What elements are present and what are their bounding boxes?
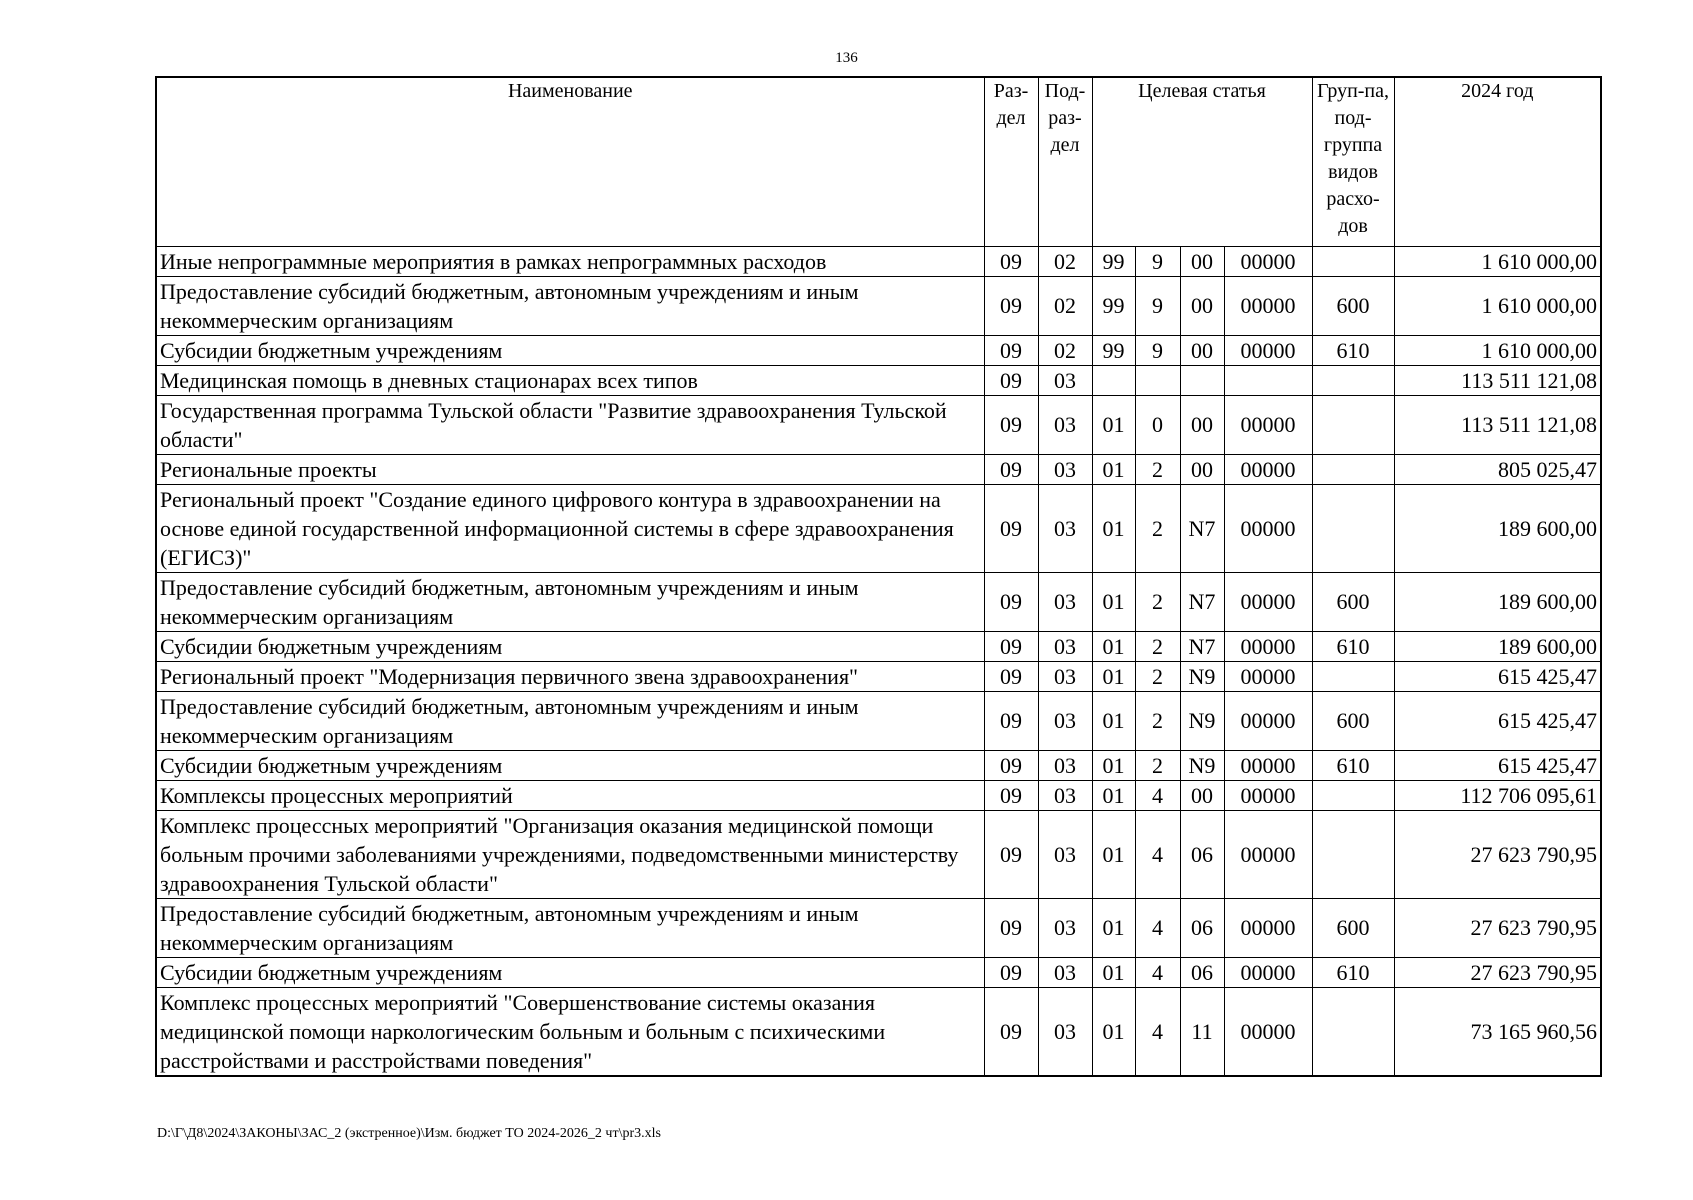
cell-target-direction: 00000: [1224, 661, 1312, 691]
cell-target-event: N9: [1180, 691, 1224, 750]
cell-razdel: 09: [984, 957, 1038, 987]
header-name: Наименование: [156, 77, 984, 246]
cell-target-program: 01: [1092, 572, 1135, 631]
cell-target-event: N9: [1180, 661, 1224, 691]
cell-podrazdel: 03: [1038, 454, 1092, 484]
cell-name: Предоставление субсидий бюджетным, автономным учреждениям и иным некоммерческим организациям: [156, 276, 984, 335]
cell-expense-group: 610: [1312, 335, 1394, 365]
cell-podrazdel: 03: [1038, 780, 1092, 810]
cell-name: Комплексы процессных мероприятий: [156, 780, 984, 810]
cell-amount-2024: 189 600,00: [1394, 572, 1601, 631]
cell-target-direction: 00000: [1224, 335, 1312, 365]
cell-podrazdel: 03: [1038, 987, 1092, 1076]
cell-target-direction: 00000: [1224, 395, 1312, 454]
cell-podrazdel: 02: [1038, 276, 1092, 335]
cell-amount-2024: 189 600,00: [1394, 631, 1601, 661]
cell-razdel: 09: [984, 572, 1038, 631]
cell-podrazdel: 02: [1038, 246, 1092, 276]
table-row: [156, 365, 1601, 395]
cell-target-program: 99: [1092, 335, 1135, 365]
cell-target-program: 01: [1092, 395, 1135, 454]
cell-amount-2024: 27 623 790,95: [1394, 957, 1601, 987]
cell-name: Комплекс процессных мероприятий "Совершенствование системы оказания медицинской помощи наркологическим больным и больным с психическими расстройствами и расстройствами поведения": [156, 987, 984, 1076]
cell-target-program: 01: [1092, 987, 1135, 1076]
cell-amount-2024: 615 425,47: [1394, 691, 1601, 750]
cell-podrazdel: 03: [1038, 691, 1092, 750]
header-target: Целевая статья: [1092, 77, 1312, 246]
cell-target-subprogram: 2: [1135, 661, 1180, 691]
cell-amount-2024: 189 600,00: [1394, 484, 1601, 572]
cell-amount-2024: 1 610 000,00: [1394, 335, 1601, 365]
page-number: 136: [835, 50, 858, 66]
table-row: [156, 484, 1601, 572]
header-group: Груп-па, под-группа видов расхо-дов: [1312, 77, 1394, 246]
cell-target-program: 01: [1092, 691, 1135, 750]
table-row: [156, 987, 1601, 1076]
table-row: [156, 454, 1601, 484]
cell-name: Предоставление субсидий бюджетным, автономным учреждениям и иным некоммерческим организациям: [156, 691, 984, 750]
cell-target-program: 01: [1092, 750, 1135, 780]
cell-target-event: 06: [1180, 898, 1224, 957]
cell-target-direction: 00000: [1224, 957, 1312, 987]
cell-target-subprogram: 4: [1135, 810, 1180, 898]
cell-name: Медицинская помощь в дневных стационарах всех типов: [156, 365, 984, 395]
cell-expense-group: [1312, 780, 1394, 810]
cell-name: Предоставление субсидий бюджетным, автономным учреждениям и иным некоммерческим организациям: [156, 572, 984, 631]
cell-name: Субсидии бюджетным учреждениям: [156, 335, 984, 365]
cell-name: Предоставление субсидий бюджетным, автономным учреждениям и иным некоммерческим организациям: [156, 898, 984, 957]
table-row: [156, 780, 1601, 810]
cell-target-program: 01: [1092, 810, 1135, 898]
cell-target-subprogram: 4: [1135, 957, 1180, 987]
cell-target-direction: [1224, 365, 1312, 395]
cell-razdel: 09: [984, 631, 1038, 661]
cell-podrazdel: 03: [1038, 631, 1092, 661]
cell-razdel: 09: [984, 335, 1038, 365]
cell-expense-group: 600: [1312, 572, 1394, 631]
cell-target-event: 00: [1180, 780, 1224, 810]
cell-target-event: 06: [1180, 957, 1224, 987]
cell-podrazdel: 02: [1038, 335, 1092, 365]
cell-target-subprogram: [1135, 365, 1180, 395]
cell-amount-2024: 1 610 000,00: [1394, 246, 1601, 276]
cell-target-program: 01: [1092, 957, 1135, 987]
cell-target-event: [1180, 365, 1224, 395]
table-body: [156, 246, 1601, 1076]
cell-razdel: 09: [984, 395, 1038, 454]
cell-name: Субсидии бюджетным учреждениям: [156, 750, 984, 780]
cell-target-direction: 00000: [1224, 276, 1312, 335]
table-row: [156, 898, 1601, 957]
header-razdel: Раз-дел: [984, 77, 1038, 246]
cell-target-direction: 00000: [1224, 454, 1312, 484]
cell-target-direction: 00000: [1224, 810, 1312, 898]
cell-expense-group: 610: [1312, 750, 1394, 780]
cell-podrazdel: 03: [1038, 957, 1092, 987]
cell-target-event: 00: [1180, 246, 1224, 276]
cell-name: Региональный проект "Создание единого цифрового контура в здравоохранении на основе единой государственной информационной системы в сфере здравоохранения (ЕГИСЗ)": [156, 484, 984, 572]
cell-target-event: 11: [1180, 987, 1224, 1076]
cell-target-program: 01: [1092, 484, 1135, 572]
cell-amount-2024: 73 165 960,56: [1394, 987, 1601, 1076]
cell-razdel: 09: [984, 691, 1038, 750]
cell-razdel: 09: [984, 454, 1038, 484]
cell-target-subprogram: 4: [1135, 898, 1180, 957]
cell-target-direction: 00000: [1224, 898, 1312, 957]
cell-target-subprogram: 9: [1135, 276, 1180, 335]
cell-target-program: 01: [1092, 631, 1135, 661]
table-row: [156, 691, 1601, 750]
cell-amount-2024: 615 425,47: [1394, 750, 1601, 780]
cell-target-program: 01: [1092, 661, 1135, 691]
cell-target-program: [1092, 365, 1135, 395]
cell-razdel: 09: [984, 365, 1038, 395]
cell-razdel: 09: [984, 750, 1038, 780]
cell-expense-group: [1312, 246, 1394, 276]
cell-razdel: 09: [984, 276, 1038, 335]
table-row: [156, 661, 1601, 691]
cell-target-direction: 00000: [1224, 691, 1312, 750]
cell-expense-group: 600: [1312, 898, 1394, 957]
cell-target-program: 01: [1092, 454, 1135, 484]
cell-podrazdel: 03: [1038, 898, 1092, 957]
cell-target-program: 01: [1092, 898, 1135, 957]
cell-razdel: 09: [984, 898, 1038, 957]
cell-target-subprogram: 2: [1135, 631, 1180, 661]
cell-target-event: N7: [1180, 484, 1224, 572]
cell-expense-group: [1312, 454, 1394, 484]
table-row: [156, 810, 1601, 898]
cell-name: Региональный проект "Модернизация первичного звена здравоохранения": [156, 661, 984, 691]
cell-amount-2024: 615 425,47: [1394, 661, 1601, 691]
cell-expense-group: [1312, 395, 1394, 454]
cell-podrazdel: 03: [1038, 572, 1092, 631]
cell-podrazdel: 03: [1038, 484, 1092, 572]
table-row: [156, 572, 1601, 631]
cell-amount-2024: 27 623 790,95: [1394, 898, 1601, 957]
table-row: [156, 276, 1601, 335]
table-row: [156, 631, 1601, 661]
table-row: [156, 335, 1601, 365]
file-path-footer: D:\Г\Д8\2024\ЗАКОНЫ\ЗАС_2 (экстренное)\Изм. бюджет ТО 2024-2026_2 чт\pr3.xls: [157, 1126, 661, 1141]
cell-expense-group: [1312, 661, 1394, 691]
cell-target-direction: 00000: [1224, 484, 1312, 572]
cell-target-direction: 00000: [1224, 780, 1312, 810]
table-row: [156, 395, 1601, 454]
cell-target-subprogram: 0: [1135, 395, 1180, 454]
cell-target-event: N7: [1180, 631, 1224, 661]
cell-expense-group: 610: [1312, 957, 1394, 987]
cell-target-subprogram: 4: [1135, 987, 1180, 1076]
cell-razdel: 09: [984, 780, 1038, 810]
cell-razdel: 09: [984, 484, 1038, 572]
header-row: [156, 77, 1601, 246]
cell-name: Иные непрограммные мероприятия в рамках непрограммных расходов: [156, 246, 984, 276]
cell-expense-group: 610: [1312, 631, 1394, 661]
cell-name: Комплекс процессных мероприятий "Организация оказания медицинской помощи больным прочими заболеваниями учреждениями, подведомственными министерству здравоохранения Тульской области": [156, 810, 984, 898]
header-year: 2024 год: [1394, 77, 1601, 246]
cell-target-event: 00: [1180, 276, 1224, 335]
cell-podrazdel: 03: [1038, 810, 1092, 898]
cell-amount-2024: 113 511 121,08: [1394, 365, 1601, 395]
cell-target-program: 99: [1092, 276, 1135, 335]
cell-amount-2024: 805 025,47: [1394, 454, 1601, 484]
cell-expense-group: [1312, 484, 1394, 572]
cell-razdel: 09: [984, 661, 1038, 691]
cell-target-event: 00: [1180, 454, 1224, 484]
cell-expense-group: [1312, 987, 1394, 1076]
cell-target-event: N9: [1180, 750, 1224, 780]
cell-target-direction: 00000: [1224, 572, 1312, 631]
cell-razdel: 09: [984, 810, 1038, 898]
cell-name: Региональные проекты: [156, 454, 984, 484]
cell-amount-2024: 112 706 095,61: [1394, 780, 1601, 810]
cell-amount-2024: 27 623 790,95: [1394, 810, 1601, 898]
cell-razdel: 09: [984, 987, 1038, 1076]
cell-expense-group: 600: [1312, 691, 1394, 750]
cell-expense-group: [1312, 365, 1394, 395]
cell-target-program: 01: [1092, 780, 1135, 810]
table-row: [156, 750, 1601, 780]
cell-target-event: 00: [1180, 395, 1224, 454]
table-row: [156, 246, 1601, 276]
cell-expense-group: [1312, 810, 1394, 898]
cell-target-direction: 00000: [1224, 750, 1312, 780]
cell-podrazdel: 03: [1038, 395, 1092, 454]
header-podrazdel: Под-раз-дел: [1038, 77, 1092, 246]
cell-name: Субсидии бюджетным учреждениям: [156, 957, 984, 987]
cell-name: Государственная программа Тульской области "Развитие здравоохранения Тульской области": [156, 395, 984, 454]
cell-target-subprogram: 4: [1135, 780, 1180, 810]
cell-target-subprogram: 9: [1135, 246, 1180, 276]
cell-target-subprogram: 2: [1135, 750, 1180, 780]
cell-target-event: N7: [1180, 572, 1224, 631]
cell-expense-group: 600: [1312, 276, 1394, 335]
cell-target-subprogram: 9: [1135, 335, 1180, 365]
cell-target-subprogram: 2: [1135, 484, 1180, 572]
cell-target-subprogram: 2: [1135, 691, 1180, 750]
cell-target-subprogram: 2: [1135, 572, 1180, 631]
cell-target-direction: 00000: [1224, 246, 1312, 276]
cell-name: Субсидии бюджетным учреждениям: [156, 631, 984, 661]
cell-target-event: 00: [1180, 335, 1224, 365]
cell-target-subprogram: 2: [1135, 454, 1180, 484]
cell-podrazdel: 03: [1038, 750, 1092, 780]
cell-target-direction: 00000: [1224, 631, 1312, 661]
cell-razdel: 09: [984, 246, 1038, 276]
cell-amount-2024: 113 511 121,08: [1394, 395, 1601, 454]
cell-podrazdel: 03: [1038, 365, 1092, 395]
budget-table: [155, 76, 1602, 1077]
table-row: [156, 957, 1601, 987]
cell-target-event: 06: [1180, 810, 1224, 898]
cell-amount-2024: 1 610 000,00: [1394, 276, 1601, 335]
cell-target-direction: 00000: [1224, 987, 1312, 1076]
cell-target-program: 99: [1092, 246, 1135, 276]
cell-podrazdel: 03: [1038, 661, 1092, 691]
